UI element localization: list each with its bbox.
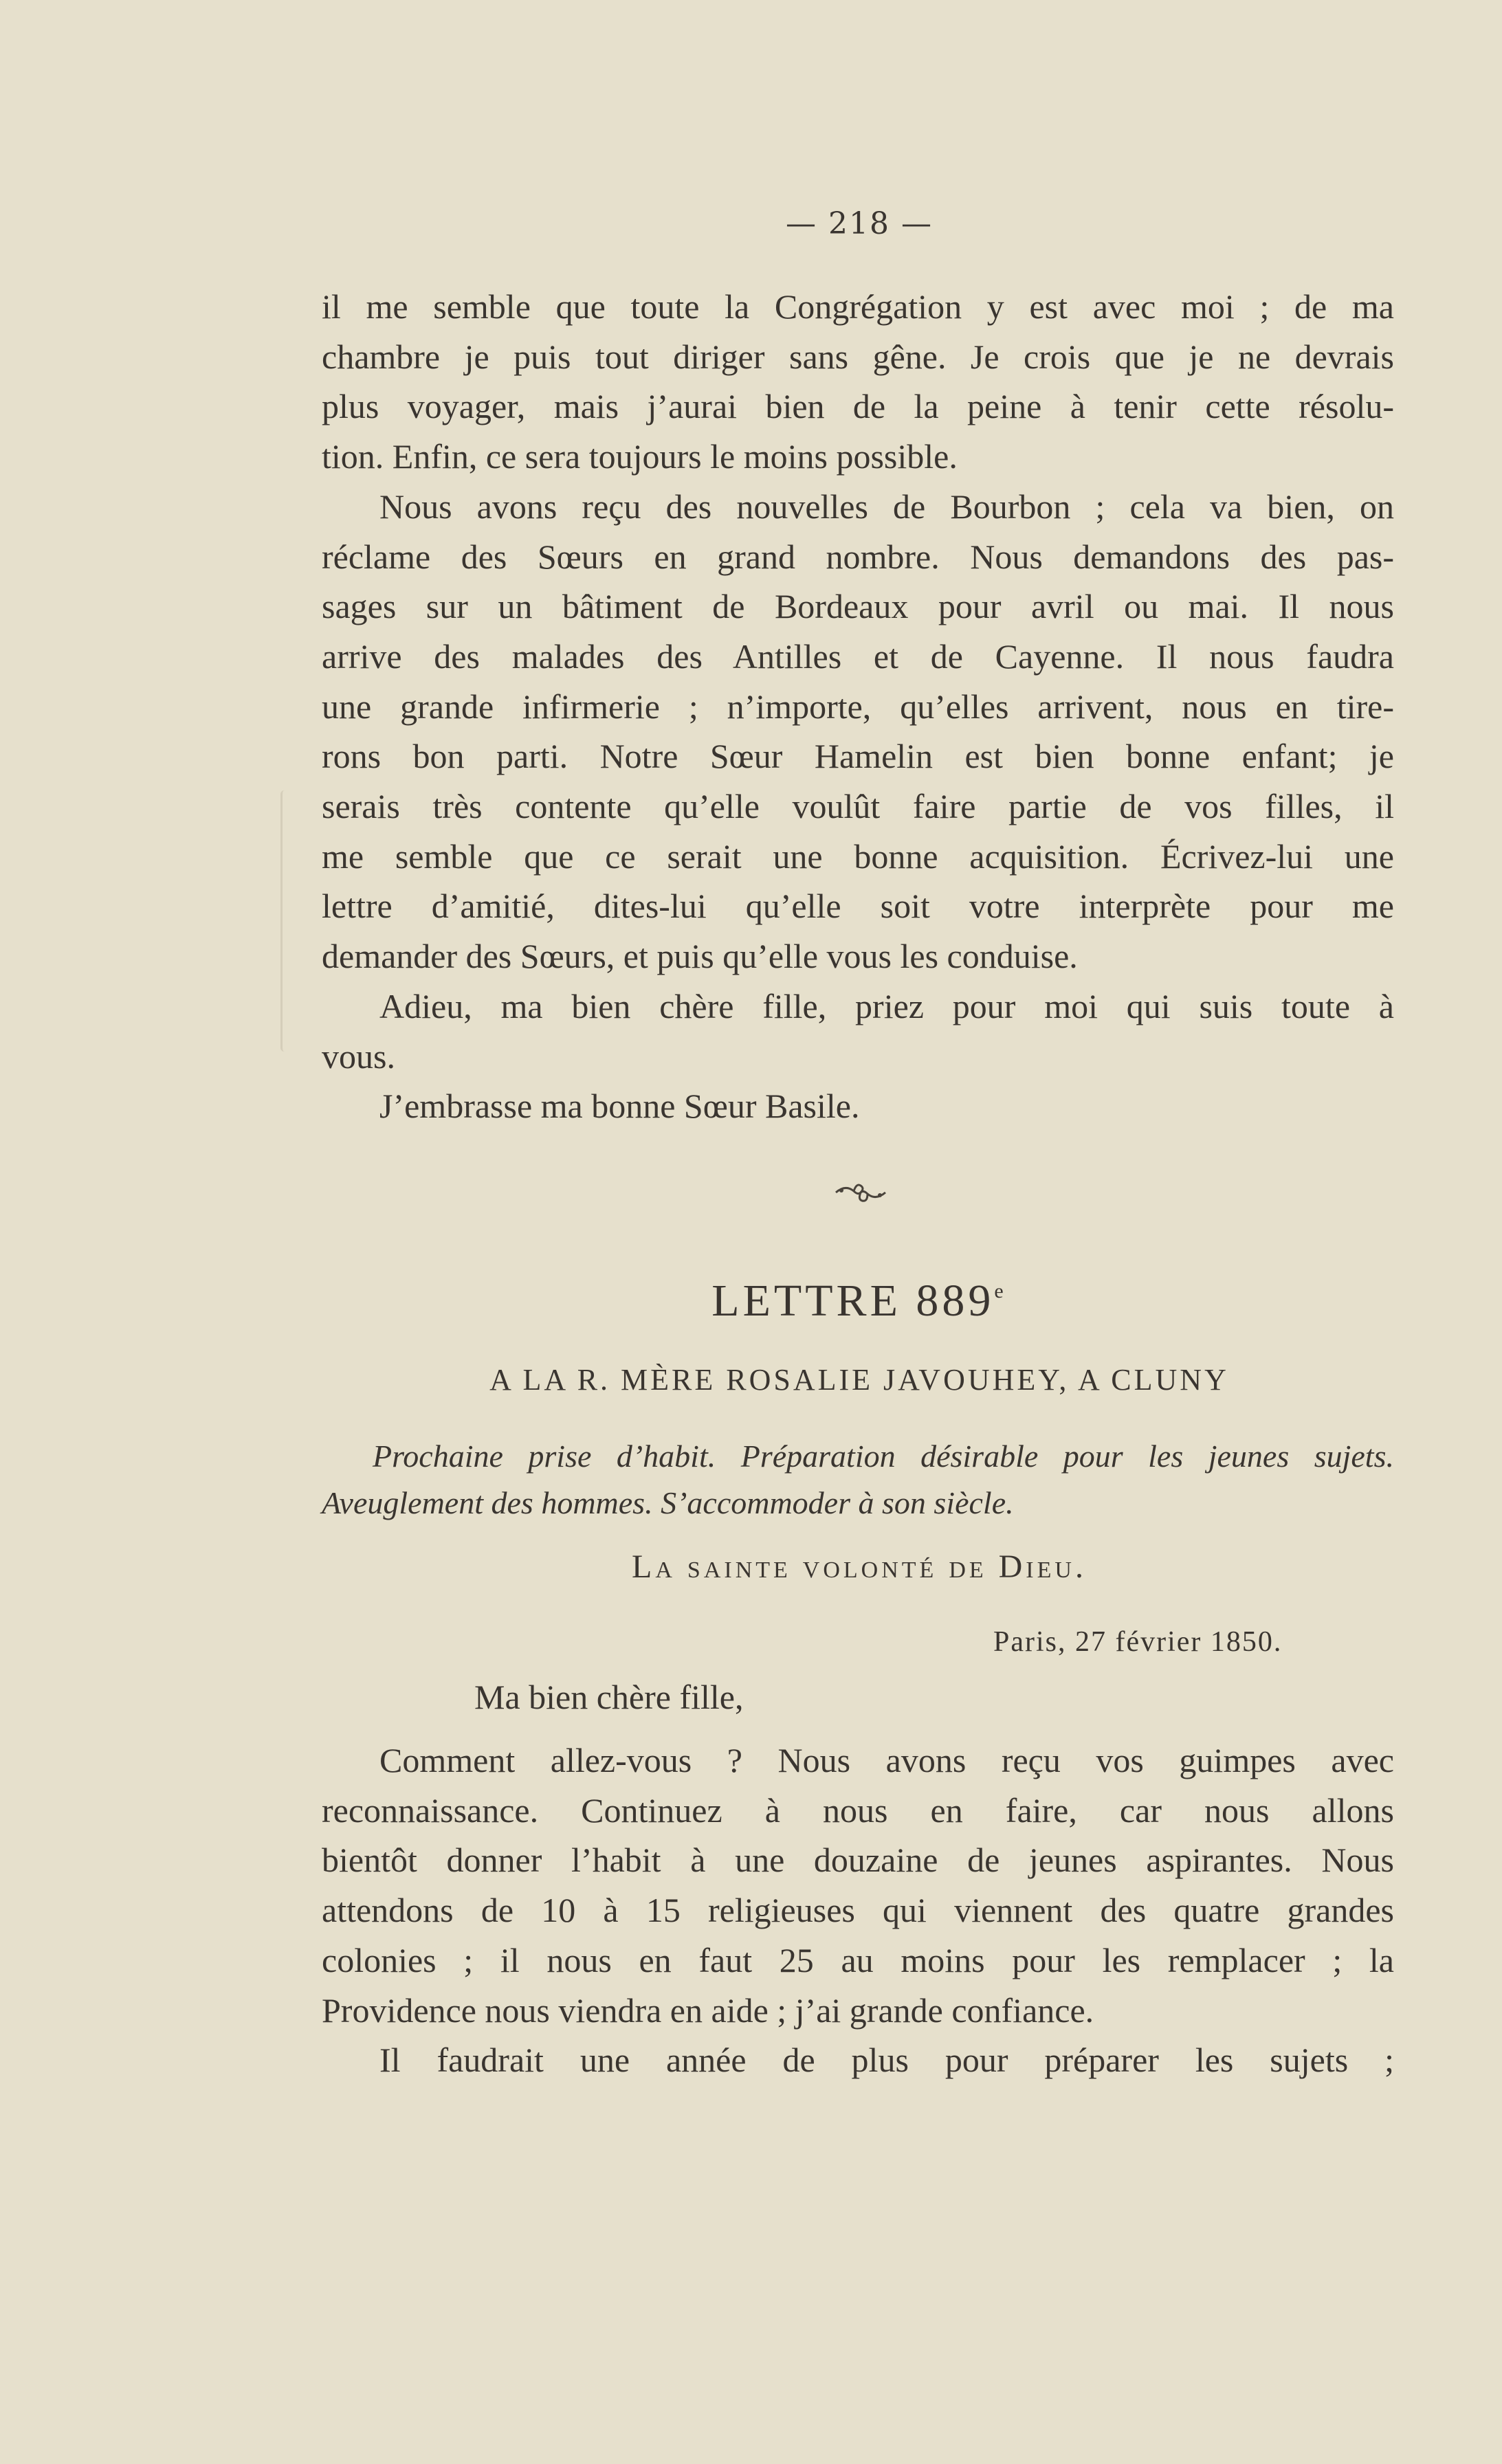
text-line: reconnaissance. Continuez à nous en faire, car nous allons <box>322 1790 1394 1830</box>
paragraph-6 <box>322 2035 1394 2085</box>
letter-title-text: LETTRE 889 <box>711 1276 995 1326</box>
text-line: arrive des malades des Antilles et de Cayenne. Il nous faudra <box>322 636 1394 676</box>
paragraph-4 <box>322 1081 1394 1131</box>
text-line: Adieu, ma bien chère fille, priez pour moi qui suis toute à <box>379 986 1394 1025</box>
paragraph-2 <box>322 482 1394 981</box>
text-block-top <box>322 282 1394 1131</box>
fleuron-ornament-icon <box>833 1179 888 1206</box>
text-line: lettre d’amitié, dites-lui qu’elle soit votre interprète pour me <box>322 887 1394 926</box>
page-number: — 218 — <box>786 206 933 241</box>
text-line: réclame des Sœurs en grand nombre. Nous demandons des pas- <box>322 537 1394 576</box>
summary-line: Prochaine prise d’habit. Préparation désirable pour les jeunes sujets. <box>373 1439 1394 1474</box>
margin-stain <box>280 790 288 1052</box>
text-line: chambre je puis tout diriger sans gêne. Je crois que je ne devrais <box>322 337 1394 376</box>
letter-salutation: Ma bien chère fille, <box>474 1678 744 1716</box>
text-line: vous. <box>322 1036 395 1076</box>
text-line: attendons de 10 à 15 religieuses qui viennent des quatre grandes <box>322 1891 1394 1930</box>
text-line: sages sur un bâtiment de Bordeaux pour avril ou mai. Il nous <box>322 587 1394 626</box>
paragraph-5 <box>322 1735 1394 2035</box>
text-line: plus voyager, mais j’aurai bien de la peine à tenir cette résolu- <box>322 387 1394 426</box>
letter-dateline: Paris, 27 février 1850. <box>993 1626 1283 1658</box>
text-block-bottom <box>322 1735 1394 2085</box>
letter-summary <box>322 1433 1394 1527</box>
text-line: me semble que ce serait une bonne acquisition. Écrivez-lui une <box>322 836 1394 876</box>
text-line: J’embrasse ma bonne Sœur Basile. <box>379 1087 860 1126</box>
text-line: serais très contente qu’elle voulût faire partie de vos filles, il <box>322 787 1394 826</box>
text-line: Comment allez-vous ? Nous avons reçu vos guimpes avec <box>379 1741 1394 1779</box>
text-line: Il faudrait une année de plus pour préparer les sujets ; <box>379 2041 1394 2080</box>
paragraph-1 <box>322 282 1394 482</box>
letter-title <box>0 1275 1502 1327</box>
text-line: colonies ; il nous en faut 25 au moins pour les remplacer ; la <box>322 1940 1394 1979</box>
text-line: rons bon parti. Notre Sœur Hamelin est bien bonne enfant; je <box>322 737 1394 776</box>
text-line: demander des Sœurs, et puis qu’elle vous les conduise. <box>322 937 1078 976</box>
text-line: Nous avons reçu des nouvelles de Bourbon ; cela va bien, on <box>379 487 1394 526</box>
text-line: une grande infirmerie ; n’importe, qu’elles arrivent, nous en tire- <box>322 687 1394 726</box>
text-line: il me semble que toute la Congrégation y est avec moi ; de ma <box>322 287 1394 326</box>
text-line: tion. Enfin, ce sera toujours le moins possible. <box>322 437 958 476</box>
letter-title-superscript: e <box>994 1280 1007 1302</box>
text-line: Providence nous viendra en aide ; j’ai grande confiance. <box>322 1990 1094 2030</box>
text-line: bientôt donner l’habit à une douzaine de jeunes aspirantes. Nous <box>322 1841 1394 1880</box>
summary-line: Aveuglement des hommes. S’accommoder à son siècle. <box>322 1485 1014 1520</box>
paragraph-3 <box>322 981 1394 1081</box>
letter-motto: La sainte volonté de Dieu. <box>632 1549 1087 1585</box>
letter-addressee: A LA R. MÈRE ROSALIE JAVOUHEY, A CLUNY <box>489 1363 1229 1397</box>
